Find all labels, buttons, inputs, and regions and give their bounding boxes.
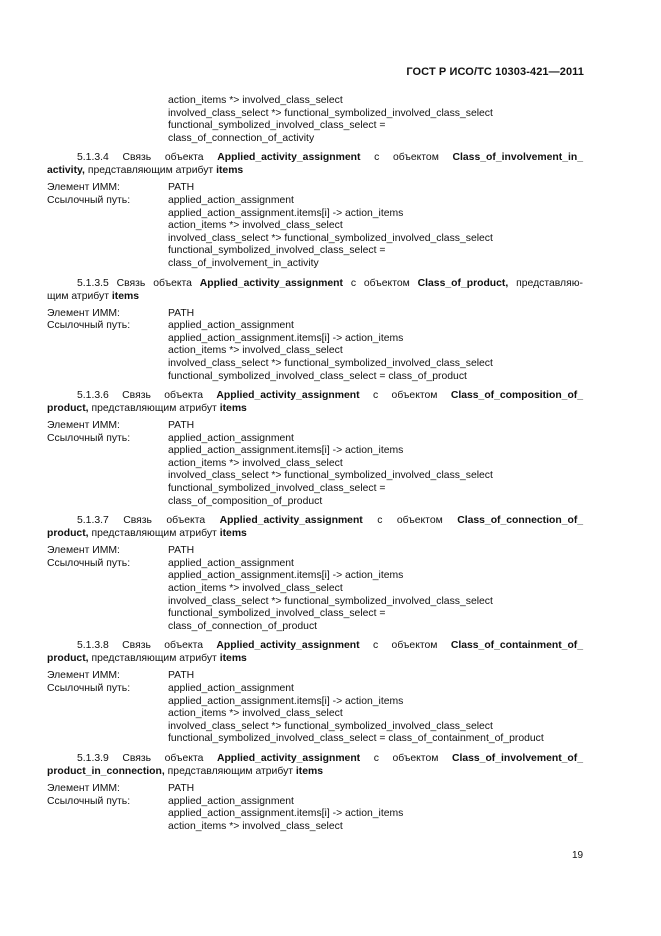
label-spacer: [47, 596, 168, 609]
path-row: [47, 808, 583, 821]
label-spacer: [47, 233, 168, 246]
path-line: action_items *> involved_class_select: [168, 457, 343, 469]
label-spacer: [47, 371, 168, 384]
path-row: [47, 220, 583, 233]
section: [47, 277, 583, 384]
label-spacer: [47, 708, 168, 721]
heading-word: представляю-: [516, 277, 583, 289]
ref-path-label: Ссылочный путь:: [47, 432, 131, 444]
heading-word: Class_of_involvement_of_: [451, 752, 584, 764]
path-row: [47, 570, 583, 583]
path-line: action_items *> involved_class_select: [168, 95, 343, 106]
section-heading-line1: [47, 752, 583, 765]
path-row: [47, 470, 583, 483]
section-number: 5.1.3.7: [77, 515, 109, 527]
heading-word: объекта: [164, 752, 204, 764]
heading-text: представляющим атрибут: [88, 528, 220, 540]
section-number: 5.1.3.5: [77, 277, 109, 289]
path-line: functional_symbolized_involved_class_select =: [168, 608, 386, 620]
element-row: [47, 420, 583, 433]
path-line: applied_action_assignment.items[i] -> action_items: [168, 695, 404, 707]
path-row: [47, 583, 583, 596]
path-row: [47, 721, 583, 734]
label-spacer: [47, 245, 168, 258]
heading-word: Связь: [122, 152, 152, 164]
heading-word: Связь: [123, 515, 152, 527]
heading-word: объектом: [363, 277, 410, 289]
label-spacer: [47, 570, 168, 583]
page-number: 19: [572, 850, 584, 861]
section-heading-line1: [47, 639, 583, 652]
path-line: involved_class_select *> functional_symbolized_involved_class_select: [168, 720, 493, 732]
path-row: [47, 245, 583, 258]
heading-attribute: items: [295, 765, 324, 777]
heading-word: Class_of_connection_of_: [457, 515, 584, 527]
heading-word: объекта: [164, 390, 203, 402]
path-line: applied_action_assignment: [168, 320, 294, 332]
section: [47, 639, 583, 746]
label-spacer: [47, 258, 168, 271]
heading-text: щим атрибут: [47, 290, 112, 302]
section-heading-line2: [47, 527, 583, 540]
path-line: applied_action_assignment.items[i] -> action_items: [168, 445, 404, 457]
heading-word: объектом: [391, 640, 438, 652]
section-heading-line1: [47, 151, 583, 164]
heading-text: представляющим атрибут: [88, 403, 220, 415]
path-line: class_of_connection_of_product: [168, 620, 318, 632]
page-content: [47, 95, 583, 833]
path-row: [47, 458, 583, 471]
label-spacer: [47, 358, 168, 371]
path-row: [47, 621, 583, 634]
path-line: functional_symbolized_involved_class_select =: [168, 120, 386, 132]
path-line: applied_action_assignment.items[i] -> action_items: [168, 808, 404, 820]
path-line: functional_symbolized_involved_class_select = class_of_product: [168, 370, 467, 382]
element-row: [47, 670, 583, 683]
path-row: [47, 608, 583, 621]
path-line: functional_symbolized_involved_class_select =: [168, 483, 386, 495]
path-row: [47, 708, 583, 721]
heading-word: объектом: [392, 752, 439, 764]
path-line: action_items *> involved_class_select: [168, 345, 343, 357]
path-line: applied_action_assignment: [168, 194, 294, 206]
heading-word: Class_of_involvement_in_: [452, 152, 584, 164]
path-row: [47, 696, 583, 709]
heading-word: с: [377, 515, 383, 527]
path-row: [47, 445, 583, 458]
heading-word: объектом: [392, 152, 439, 164]
heading-word: объектом: [391, 390, 438, 402]
section-heading-line2: [47, 765, 583, 778]
path-line: involved_class_select *> functional_symbolized_involved_class_select: [168, 107, 493, 119]
heading-word: Связь: [122, 390, 151, 402]
section-heading-line1: [47, 514, 583, 527]
path-line: functional_symbolized_involved_class_select = class_of_containment_of_product: [168, 733, 544, 745]
path-row: [47, 496, 583, 509]
element-row: [47, 783, 583, 796]
label-spacer: [47, 608, 168, 621]
heading-attribute: items: [219, 528, 247, 540]
path-line: applied_action_assignment.items[i] -> action_items: [168, 207, 404, 219]
path-line: functional_symbolized_involved_class_select =: [168, 245, 386, 257]
path-line: applied_action_assignment.items[i] -> action_items: [168, 570, 404, 582]
section: [47, 151, 583, 270]
path-line: involved_class_select *> functional_symbolized_involved_class_select: [168, 232, 493, 244]
path-row: [47, 683, 583, 696]
path-line: applied_action_assignment: [168, 683, 294, 694]
section-number: 5.1.3.8: [77, 640, 109, 652]
label-spacer: [47, 220, 168, 233]
heading-text: представляющим атрибут: [84, 165, 217, 177]
path-row: [47, 333, 583, 346]
element-label: Элемент ИММ:: [47, 307, 120, 319]
label-spacer: [47, 808, 168, 821]
label-spacer: [47, 458, 168, 471]
heading-entity: product,: [47, 653, 89, 665]
heading-word: Class_of_composition_of_: [450, 390, 584, 402]
ref-path-label: Ссылочный путь:: [47, 557, 131, 569]
element-row: [47, 308, 583, 321]
heading-word: объектом: [396, 515, 443, 527]
path-line: applied_action_assignment: [168, 557, 294, 569]
sections-container: [47, 151, 583, 833]
heading-text: представляющим атрибут: [164, 765, 296, 777]
element-value: PATH: [168, 670, 195, 682]
label-spacer: [47, 496, 168, 509]
path-row: [47, 796, 583, 809]
heading-entity: product,: [47, 403, 89, 415]
element-row: [47, 545, 583, 558]
document-header: ГОСТ Р ИСО/ТС 10303-421—2011: [406, 66, 584, 78]
path-row: [47, 345, 583, 358]
path-row: [47, 258, 583, 271]
element-label: Элемент ИММ:: [47, 420, 120, 432]
path-row: [47, 558, 583, 571]
heading-word: Applied_activity_assignment: [216, 640, 360, 652]
path-line: action_items *> involved_class_select: [168, 583, 343, 595]
path-line: applied_action_assignment: [168, 795, 294, 807]
element-value: PATH: [168, 545, 195, 557]
label-spacer: [47, 621, 168, 634]
heading-text: представляющим атрибут: [88, 653, 220, 665]
label-spacer: [47, 733, 168, 746]
path-line: applied_action_assignment: [168, 432, 294, 444]
heading-entity: activity,: [47, 165, 85, 177]
heading-word: Связь: [116, 277, 146, 289]
element-label: Элемент ИММ:: [47, 182, 120, 194]
label-spacer: [47, 208, 168, 221]
path-row: [47, 733, 583, 746]
section-heading-line2: [47, 290, 583, 303]
path-row: [47, 596, 583, 609]
label-spacer: [47, 470, 168, 483]
label-spacer: [47, 345, 168, 358]
section-heading-line1: [47, 389, 583, 402]
heading-word: Applied_activity_assignment: [219, 515, 363, 527]
element-label: Элемент ИММ:: [47, 782, 120, 794]
section-heading-line1: [47, 277, 583, 290]
heading-word: Связь: [122, 752, 152, 764]
heading-attribute: items: [111, 290, 139, 302]
path-row: [47, 371, 583, 384]
heading-word: объекта: [166, 515, 206, 527]
label-spacer: [47, 333, 168, 346]
path-row: [47, 195, 583, 208]
ref-path-label: Ссылочный путь:: [47, 194, 131, 206]
heading-word: объекта: [164, 640, 203, 652]
path-row: [47, 208, 583, 221]
label-spacer: [47, 583, 168, 596]
path-line: involved_class_select *> functional_symbolized_involved_class_select: [168, 595, 493, 607]
element-row: [47, 182, 583, 195]
path-line: action_items *> involved_class_select: [168, 220, 343, 232]
ref-path-label: Ссылочный путь:: [47, 320, 131, 332]
heading-attribute: items: [219, 653, 247, 665]
path-row: [47, 483, 583, 496]
label-spacer: [47, 821, 168, 834]
section-heading-line2: [47, 402, 583, 415]
element-value: PATH: [168, 182, 195, 194]
heading-word: Class_of_containment_of_: [450, 640, 584, 652]
heading-word: Связь: [122, 640, 151, 652]
section-heading-line2: [47, 164, 583, 177]
path-line: action_items *> involved_class_select: [168, 820, 343, 832]
heading-word: с: [350, 277, 357, 289]
path-line: class_of_composition_of_product: [168, 495, 323, 507]
heading-word: Class_of_product,: [417, 277, 509, 289]
heading-attribute: items: [219, 403, 247, 415]
path-row: [47, 233, 583, 246]
path-row: [47, 433, 583, 446]
element-label: Элемент ИММ:: [47, 545, 120, 557]
ref-path-label: Ссылочный путь:: [47, 795, 131, 807]
label-spacer: [47, 696, 168, 709]
path-line: class_of_connection_of_activity: [168, 132, 315, 144]
label-spacer: [47, 721, 168, 734]
heading-word: Applied_activity_assignment: [216, 752, 361, 764]
heading-word: с: [372, 640, 379, 652]
intro-path-block: [47, 95, 583, 145]
section: [47, 514, 583, 633]
heading-word: с: [373, 752, 379, 764]
section-number: 5.1.3.9: [77, 752, 109, 764]
path-line: involved_class_select *> functional_symbolized_involved_class_select: [168, 470, 493, 482]
path-line: class_of_involvement_in_activity: [168, 257, 319, 269]
path-line: action_items *> involved_class_select: [168, 708, 343, 720]
path-row: [47, 320, 583, 333]
heading-word: с: [372, 390, 379, 402]
section-number: 5.1.3.6: [77, 390, 109, 402]
heading-word: Applied_activity_assignment: [217, 152, 361, 164]
label-spacer: [47, 483, 168, 496]
heading-attribute: items: [216, 165, 244, 177]
section: [47, 752, 583, 833]
label-spacer: [47, 445, 168, 458]
heading-word: объекта: [153, 277, 192, 289]
section-number: 5.1.3.4: [77, 152, 109, 164]
element-value: PATH: [168, 307, 195, 319]
path-row: [47, 821, 583, 834]
element-value: PATH: [168, 420, 195, 432]
section-heading-line2: [47, 652, 583, 665]
section: [47, 389, 583, 508]
path-row: [47, 358, 583, 371]
ref-path-label: Ссылочный путь:: [47, 683, 131, 694]
heading-entity: product,: [47, 528, 89, 540]
element-label: Элемент ИММ:: [47, 670, 120, 682]
heading-entity: product_in_connection,: [47, 765, 165, 777]
heading-word: Applied_activity_assignment: [199, 277, 343, 289]
heading-word: Applied_activity_assignment: [216, 390, 360, 402]
heading-word: объекта: [164, 152, 204, 164]
heading-word: с: [374, 152, 380, 164]
path-line: applied_action_assignment.items[i] -> action_items: [168, 332, 404, 344]
element-value: PATH: [168, 782, 195, 794]
path-line: involved_class_select *> functional_symbolized_involved_class_select: [168, 357, 493, 369]
